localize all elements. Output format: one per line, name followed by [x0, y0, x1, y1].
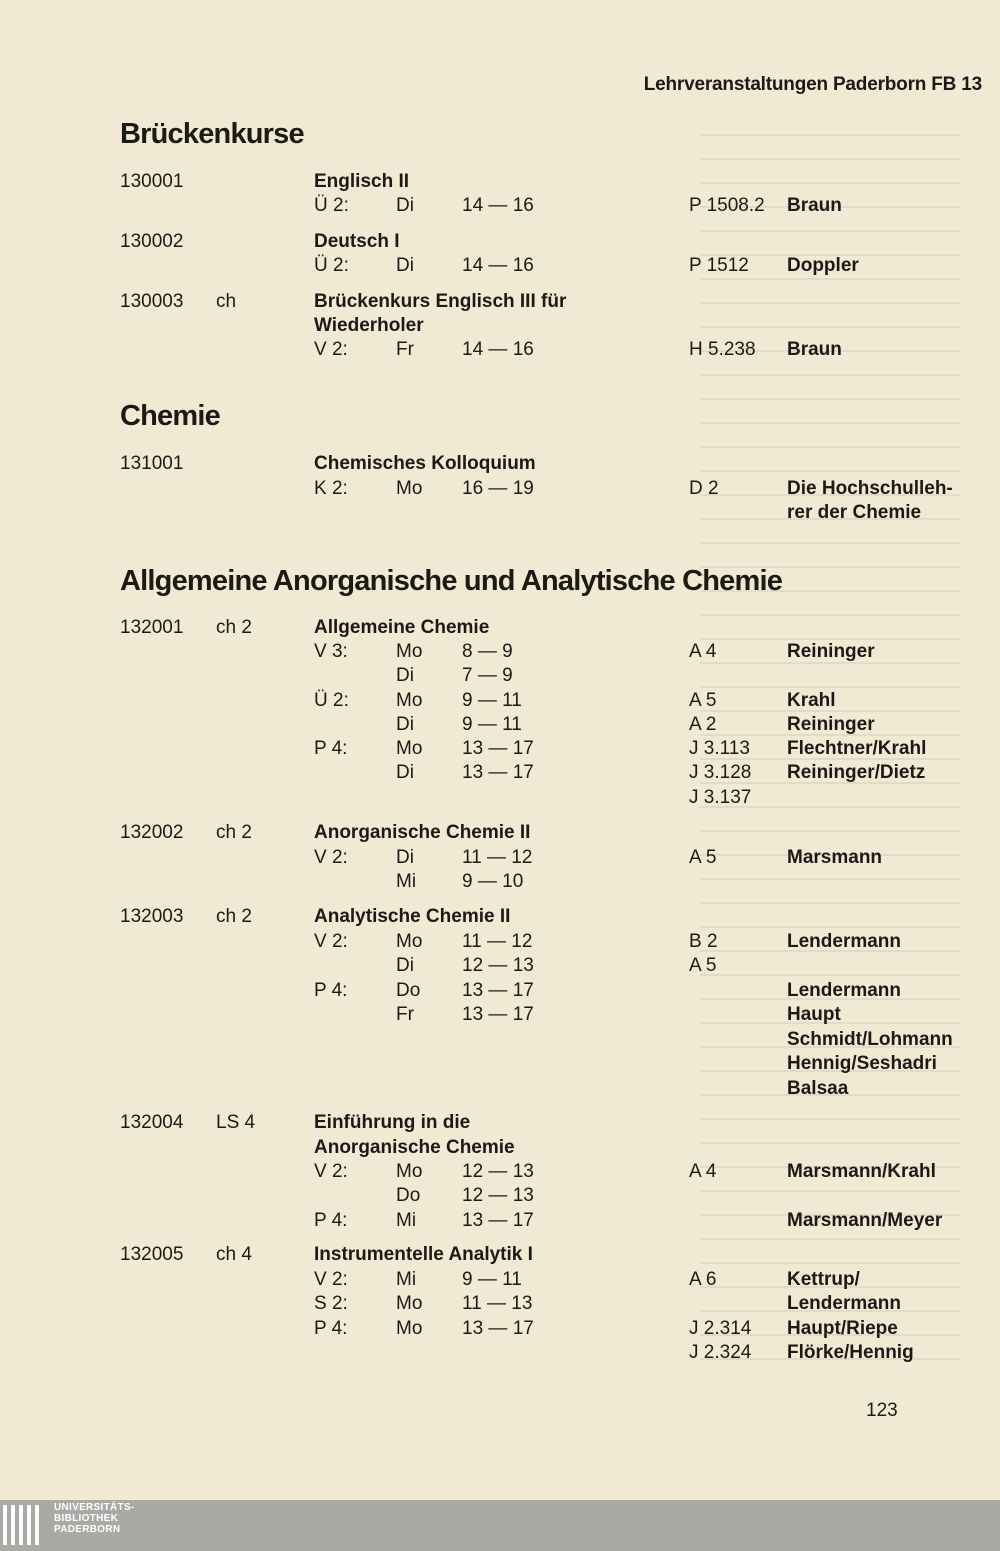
course-code: ch 2 — [216, 906, 252, 927]
course-number: 130002 — [120, 231, 184, 252]
session-day: Di — [396, 665, 414, 686]
session-room: A 4 — [689, 1161, 717, 1182]
session-row — [0, 713, 1000, 737]
session-time: 9 — 11 — [462, 690, 522, 711]
course-title: Wiederholer — [314, 315, 424, 336]
session-row — [0, 477, 1000, 501]
session-row — [0, 1292, 1000, 1316]
section-title-brueckenkurse: Brückenkurse — [120, 118, 304, 150]
session-day: Mi — [396, 1269, 417, 1290]
library-name — [54, 1502, 135, 1535]
session-room: J 3.137 — [689, 787, 752, 808]
session-room: A 5 — [689, 847, 717, 868]
session-room: J 2.324 — [689, 1342, 752, 1363]
session-lecturer: Die Hochschulleh- — [787, 478, 953, 499]
session-day: Fr — [396, 1004, 414, 1025]
session-row — [0, 1052, 1000, 1076]
session-row — [0, 846, 1000, 870]
session-type: V 2: — [314, 1269, 348, 1290]
session-room: J 3.113 — [689, 738, 750, 759]
session-row — [0, 737, 1000, 761]
session-lecturer: Braun — [787, 195, 842, 216]
course-title: Analytische Chemie II — [314, 906, 511, 927]
session-lecturer: Haupt — [787, 1004, 841, 1025]
session-type: Ü 2: — [314, 255, 349, 276]
course-row — [0, 1111, 1000, 1135]
session-lecturer: Doppler — [787, 255, 859, 276]
course-title: Anorganische Chemie — [314, 1137, 515, 1158]
session-day: Di — [396, 762, 414, 783]
session-lecturer: rer der Chemie — [787, 502, 922, 523]
session-row — [0, 1209, 1000, 1233]
course-title: Allgemeine Chemie — [314, 617, 490, 638]
course-title: Chemisches Kolloquium — [314, 453, 536, 474]
session-lecturer: Braun — [787, 339, 842, 360]
session-time: 9 — 11 — [462, 714, 522, 735]
session-lecturer: Schmidt/Lohmann — [787, 1029, 953, 1050]
session-room: B 2 — [689, 931, 718, 952]
session-type: S 2: — [314, 1293, 348, 1314]
course-row — [0, 230, 1000, 254]
session-day: Di — [396, 255, 414, 276]
library-name-line: PADERBORN — [54, 1524, 121, 1535]
session-row — [0, 1341, 1000, 1365]
session-type: P 4: — [314, 1318, 348, 1339]
session-time: 11 — 12 — [462, 847, 533, 868]
session-time: 13 — 17 — [462, 738, 534, 759]
course-title: Deutsch I — [314, 231, 400, 252]
session-type: P 4: — [314, 1210, 348, 1231]
library-logo-icon — [3, 1505, 47, 1545]
session-lecturer: Reininger — [787, 714, 875, 735]
session-time: 8 — 9 — [462, 641, 513, 662]
session-time: 9 — 10 — [462, 871, 524, 892]
session-time: 16 — 19 — [462, 478, 534, 499]
session-day: Fr — [396, 339, 414, 360]
library-name-line: BIBLIOTHEK — [54, 1513, 119, 1524]
session-row — [0, 689, 1000, 713]
session-row — [0, 1160, 1000, 1184]
session-lecturer: Marsmann/Krahl — [787, 1161, 936, 1182]
session-day: Do — [396, 980, 421, 1001]
course-title: Englisch II — [314, 171, 410, 192]
session-lecturer: Kettrup/ — [787, 1269, 860, 1290]
session-day: Mo — [396, 478, 423, 499]
session-lecturer: Krahl — [787, 690, 836, 711]
course-number: 131001 — [120, 453, 184, 474]
session-day: Mi — [396, 1210, 417, 1231]
course-title: Instrumentelle Analytik I — [314, 1244, 533, 1265]
session-room: P 1512 — [689, 255, 749, 276]
session-time: 11 — 12 — [462, 931, 533, 952]
course-number: 132004 — [120, 1112, 184, 1133]
session-lecturer: Reininger/Dietz — [787, 762, 926, 783]
session-lecturer: Reininger — [787, 641, 875, 662]
session-lecturer: Marsmann/Meyer — [787, 1210, 943, 1231]
page-number: 123 — [866, 1400, 898, 1421]
session-row — [0, 1268, 1000, 1292]
course-row — [0, 1243, 1000, 1267]
session-day: Di — [396, 714, 414, 735]
session-row — [0, 194, 1000, 218]
course-code: ch 2 — [216, 822, 252, 843]
course-number: 130001 — [120, 171, 184, 192]
course-number: 132003 — [120, 906, 184, 927]
session-room: D 2 — [689, 478, 719, 499]
session-lecturer: Flechtner/Krahl — [787, 738, 927, 759]
session-row — [0, 1077, 1000, 1101]
course-title-continuation — [0, 1136, 1000, 1160]
session-lecturer: Lendermann — [787, 980, 902, 1001]
session-row — [0, 254, 1000, 278]
course-row — [0, 452, 1000, 476]
session-row — [0, 501, 1000, 525]
session-room: H 5.238 — [689, 339, 756, 360]
session-day: Di — [396, 955, 414, 976]
session-row — [0, 338, 1000, 362]
session-time: 13 — 17 — [462, 762, 534, 783]
session-type: V 2: — [314, 847, 348, 868]
course-title: Anorganische Chemie II — [314, 822, 531, 843]
session-lecturer: Lendermann — [787, 931, 902, 952]
course-row — [0, 821, 1000, 845]
session-time: 14 — 16 — [462, 255, 534, 276]
section-title-anorganische-analytische-chemie: Allgemeine Anorganische und Analytische Chemie — [120, 565, 783, 597]
session-row — [0, 930, 1000, 954]
session-row — [0, 1028, 1000, 1052]
session-type: V 2: — [314, 931, 348, 952]
session-row — [0, 761, 1000, 785]
session-day: Mo — [396, 690, 423, 711]
course-number: 132005 — [120, 1244, 184, 1265]
session-type: P 4: — [314, 980, 348, 1001]
session-room: A 6 — [689, 1269, 717, 1290]
session-day: Di — [396, 847, 414, 868]
session-day: Mo — [396, 1318, 423, 1339]
session-row — [0, 640, 1000, 664]
session-room: A 5 — [689, 690, 717, 711]
session-time: 11 — 13 — [462, 1293, 533, 1314]
session-room: J 3.128 — [689, 762, 752, 783]
course-code: ch 2 — [216, 617, 252, 638]
course-code: ch 4 — [216, 1244, 252, 1265]
session-room: A 5 — [689, 955, 717, 976]
running-head: Lehrveranstaltungen Paderborn FB 13 — [643, 74, 982, 95]
library-footer — [0, 1500, 1000, 1551]
course-row — [0, 290, 1000, 314]
session-room: A 2 — [689, 714, 717, 735]
session-type: V 2: — [314, 339, 348, 360]
section-title-chemie: Chemie — [120, 400, 220, 432]
session-row — [0, 1317, 1000, 1341]
session-time: 13 — 17 — [462, 1210, 534, 1231]
course-row — [0, 905, 1000, 929]
session-time: 12 — 13 — [462, 1185, 534, 1206]
session-type: Ü 2: — [314, 195, 349, 216]
session-room: A 4 — [689, 641, 717, 662]
session-day: Do — [396, 1185, 421, 1206]
session-row — [0, 664, 1000, 688]
session-day: Mo — [396, 931, 423, 952]
session-type: Ü 2: — [314, 690, 349, 711]
session-day: Mo — [396, 1293, 423, 1314]
session-time: 14 — 16 — [462, 339, 534, 360]
session-room: J 2.314 — [689, 1318, 752, 1339]
course-row — [0, 616, 1000, 640]
session-type: V 2: — [314, 1161, 348, 1182]
course-title-continuation — [0, 314, 1000, 338]
session-lecturer: Lendermann — [787, 1293, 902, 1314]
course-code: LS 4 — [216, 1112, 256, 1133]
session-lecturer: Hennig/Seshadri — [787, 1053, 937, 1074]
session-type: K 2: — [314, 478, 348, 499]
library-name-line: UNIVERSITÄTS- — [54, 1502, 135, 1513]
session-time: 14 — 16 — [462, 195, 534, 216]
session-time: 13 — 17 — [462, 1004, 534, 1025]
session-time: 13 — 17 — [462, 1318, 534, 1339]
course-row — [0, 170, 1000, 194]
session-type: V 3: — [314, 641, 348, 662]
session-day: Mo — [396, 1161, 423, 1182]
course-number: 132001 — [120, 617, 184, 638]
course-number: 132002 — [120, 822, 184, 843]
course-number: 130003 — [120, 291, 184, 312]
session-time: 13 — 17 — [462, 980, 534, 1001]
session-time: 9 — 11 — [462, 1269, 522, 1290]
session-lecturer: Flörke/Hennig — [787, 1342, 914, 1363]
session-type: P 4: — [314, 738, 348, 759]
session-row — [0, 954, 1000, 978]
session-row — [0, 979, 1000, 1003]
session-time: 7 — 9 — [462, 665, 513, 686]
session-row — [0, 870, 1000, 894]
session-time: 12 — 13 — [462, 1161, 534, 1182]
session-day: Mo — [396, 738, 423, 759]
course-code: ch — [216, 291, 237, 312]
course-title: Brückenkurs Englisch III für — [314, 291, 567, 312]
session-lecturer: Marsmann — [787, 847, 883, 868]
session-lecturer: Balsaa — [787, 1078, 849, 1099]
session-row — [0, 786, 1000, 810]
session-row — [0, 1184, 1000, 1208]
session-day: Di — [396, 195, 414, 216]
session-room: P 1508.2 — [689, 195, 765, 216]
session-lecturer: Haupt/Riepe — [787, 1318, 898, 1339]
session-time: 12 — 13 — [462, 955, 534, 976]
session-row — [0, 1003, 1000, 1027]
session-day: Mo — [396, 641, 423, 662]
session-day: Mi — [396, 871, 417, 892]
course-title: Einführung in die — [314, 1112, 471, 1133]
